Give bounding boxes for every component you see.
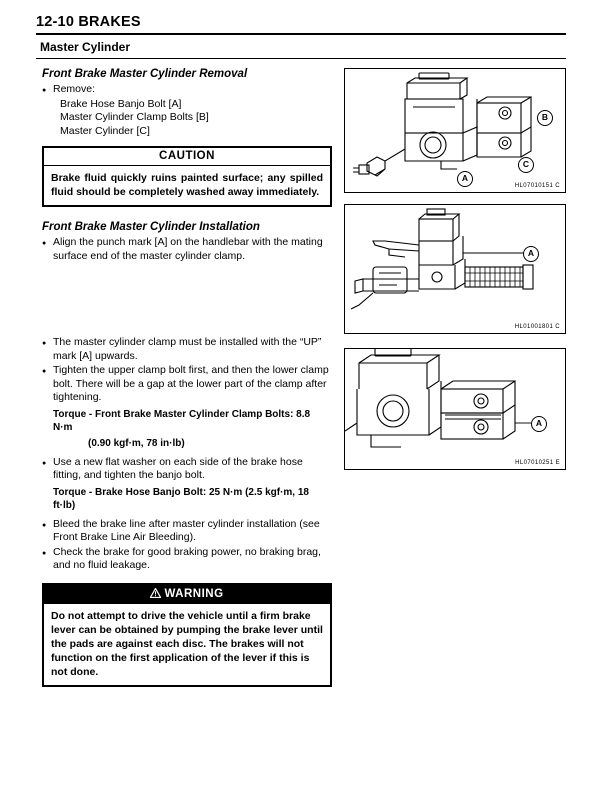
section-heading: Master Cylinder: [40, 40, 131, 54]
figure-code: HL07010251 E: [515, 460, 560, 466]
callout-c: C: [518, 157, 534, 173]
install-step: ● Align the punch mark [A] on the handlebar with the mating surface end of the master cylinder clamp.: [42, 236, 332, 263]
page-header: [36, 14, 566, 35]
figure-1-drawing: [345, 69, 565, 192]
callout-a: A: [523, 246, 539, 262]
removal-item: Master Cylinder Clamp Bolts [B]: [60, 111, 209, 123]
figure-handlebar-punch-mark: [344, 204, 566, 334]
torque-spec-cont: (0.90 kgf·m, 78 in·lb): [88, 437, 185, 449]
figure-master-cylinder-removal: [344, 68, 566, 193]
install-step: ● The master cylinder clamp must be installed with the “UP” mark [A] upwards.: [42, 336, 332, 363]
figure-clamp-up-mark: [344, 348, 566, 470]
install-step: ● Tighten the upper clamp bolt first, and then the lower clamp bolt. There will be a gap at the lower part of the clamp after tightening.: [42, 364, 332, 405]
installation-heading: Front Brake Master Cylinder Installation: [42, 221, 260, 233]
install-step: ● Check the brake for good braking power, no braking brag, and no fluid leakage.: [42, 546, 332, 573]
figure-code: HL01001801 C: [514, 324, 560, 330]
main-text-column: [42, 64, 332, 687]
torque-spec: Torque - Front Brake Master Cylinder Clamp Bolts: 8.8 N·m: [53, 408, 311, 433]
section-rule: [36, 58, 566, 59]
warning-label: [44, 585, 330, 604]
removal-item: Brake Hose Banjo Bolt [A]: [60, 97, 182, 110]
page-title: 12-10 BRAKES: [36, 14, 141, 30]
callout-a: A: [531, 416, 547, 432]
removal-item: Master Cylinder [C]: [60, 124, 150, 137]
caution-label: CAUTION: [44, 148, 330, 166]
warning-triangle-icon: [150, 588, 161, 598]
torque-spec: Torque - Brake Hose Banjo Bolt: 25 N·m (2.5 kgf·m, 18 ft·lb): [53, 486, 309, 511]
warning-text: Do not attempt to drive the vehicle until a firm brake lever can be obtained by pumping the brake lever until the pads are against each disc. The brakes will not function on the first application of the lever if this is not done.: [51, 609, 323, 678]
warning-box: [42, 583, 332, 687]
header-rule: [36, 33, 566, 35]
figure-2-drawing: [345, 205, 565, 333]
install-step: ● Use a new flat washer on each side of the brake hose fitting, and tighten the banjo bolt.: [42, 456, 332, 483]
callout-a: A: [457, 171, 473, 187]
install-step: ● Bleed the brake line after master cylinder installation (see Front Brake Line Air Bleeding).: [42, 518, 332, 545]
callout-b: B: [537, 110, 553, 126]
warning-label-text: WARNING: [164, 587, 224, 600]
removal-bullet: ● Remove:: [42, 83, 332, 97]
figure-code: HL07010151 C: [514, 183, 560, 189]
removal-heading: Front Brake Master Cylinder Removal: [42, 68, 248, 80]
caution-box: [42, 146, 332, 207]
caution-text: Brake fluid quickly ruins painted surface; any spilled fluid should be completely washed away immediately.: [51, 172, 323, 198]
figure-3-drawing: [345, 349, 565, 469]
